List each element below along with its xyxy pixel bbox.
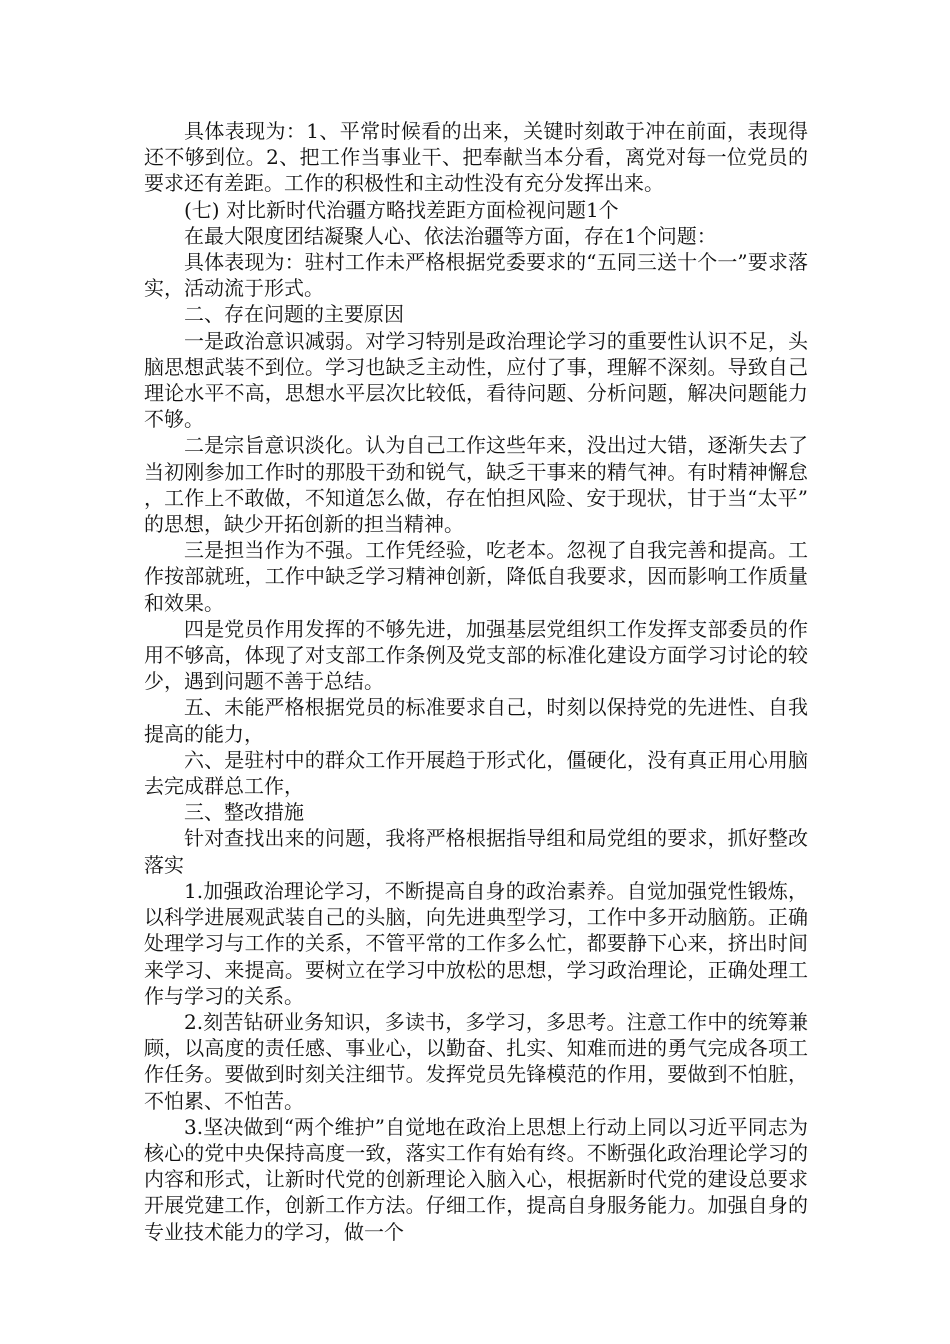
paragraph-section-seven-issue: 在最大限度团结凝聚人心、依法治疆等方面，存在1个问题： — [184, 223, 717, 248]
paragraph-cause-party-member-role: 四是党员作用发挥的不够先进，加强基层党组织工作发挥支部委员的作用不够高，体现了对支部工作条例及党支部的标准化建设方面学习讨论的较少，遇到问题不善于总结。 — [144, 616, 808, 694]
paragraph-measure-1: 1.加强政治理论学习，不断提高自身的政治素养。自觉加强党性锻炼，以科学进展观武装自己的头脑，向先进典型学习，工作中多开动脑筋。正确处理学习与工作的关系，不管平常的工作多么忙，都要静下心来，挤出时间来学习、来提高。要树立在学习中放松的思想，学习政治理论，正确处理工作与学习的关系。 — [144, 878, 808, 1008]
paragraph-section-seven-heading: (七) 对比新时代治疆方略找差距方面检视问题1个 — [184, 197, 619, 222]
paragraph-cause-political-awareness: 一是政治意识减弱。对学习特别是政治理论学习的重要性认识不足，头脑思想武装不到位。学习也缺乏主动性，应付了事，理解不深刻。导致自己理论水平不高，思想水平层次比较低，看待问题、分析问题，解决问题能力不够。 — [144, 328, 808, 432]
heading-main-causes: 二、存在问题的主要原因 — [184, 302, 404, 327]
paragraph-cause-responsibility: 三是担当作为不强。工作凭经验，吃老本。忽视了自我完善和提高。工作按部就班，工作中缺乏学习精神创新，降低自我要求，因而影响工作质量和效果。 — [144, 538, 808, 615]
paragraph-cause-purpose-awareness: 二是宗旨意识淡化。认为自己工作这些年来，没出过大错，逐渐失去了当初刚参加工作时的那股干劲和锐气，缺乏干事来的精气神。有时精神懈怠，工作上不敢做，不知道怎么做，存在怕担风险、安于现状，甘于当“太平”的思想，缺少开拓创新的担当精神。 — [144, 433, 808, 537]
paragraph-performance-details-1: 具体表现为：1、平常时候看的出来，关键时刻敢于冲在前面，表现得还不够到位。2、把工作当事业干、把奉献当本分看，离党对每一位党员的要求还有差距。工作的积极性和主动性没有充分发挥出来。 — [144, 119, 808, 196]
document-page — [144, 118, 808, 1245]
paragraph-cause-village-work: 六、是驻村中的群众工作开展趋于形式化，僵硬化，没有真正用心用脑去完成群总工作， — [144, 747, 808, 799]
paragraph-rectification-intro: 针对查找出来的问题，我将严格根据指导组和局党组的要求，抓好整改落实 — [144, 826, 808, 877]
paragraph-cause-standards: 五、未能严格根据党员的标准要求自己，时刻以保持党的先进性、自我提高的能力， — [144, 695, 808, 746]
paragraph-measure-3: 3.坚决做到“两个维护”自觉地在政治上思想上行动上同以习近平同志为核心的党中央保持高度一致，落实工作有始有终。不断强化政治理论学习的内容和形式，让新时代党的创新理论入脑入心，根据新时代党的建设总要求开展党建工作，创新工作方法。仔细工作，提高自身服务能力。加强自身的专业技术能力的学习，做一个 — [144, 1114, 808, 1244]
paragraph-performance-details-2: 具体表现为：驻村工作未严格根据党委要求的“五同三送十个一”要求落实，活动流于形式。 — [144, 250, 808, 301]
heading-rectification-measures: 三、整改措施 — [184, 800, 304, 825]
paragraph-measure-2: 2.刻苦钻研业务知识，多读书，多学习，多思考。注意工作中的统筹兼顾，以高度的责任感、事业心，以勤奋、扎实、知难而进的勇气完成各项工作任务。要做到时刻关注细节。发挥党员先锋模范的作用，要做到不怕脏，不怕累、不怕苦。 — [144, 1009, 808, 1113]
